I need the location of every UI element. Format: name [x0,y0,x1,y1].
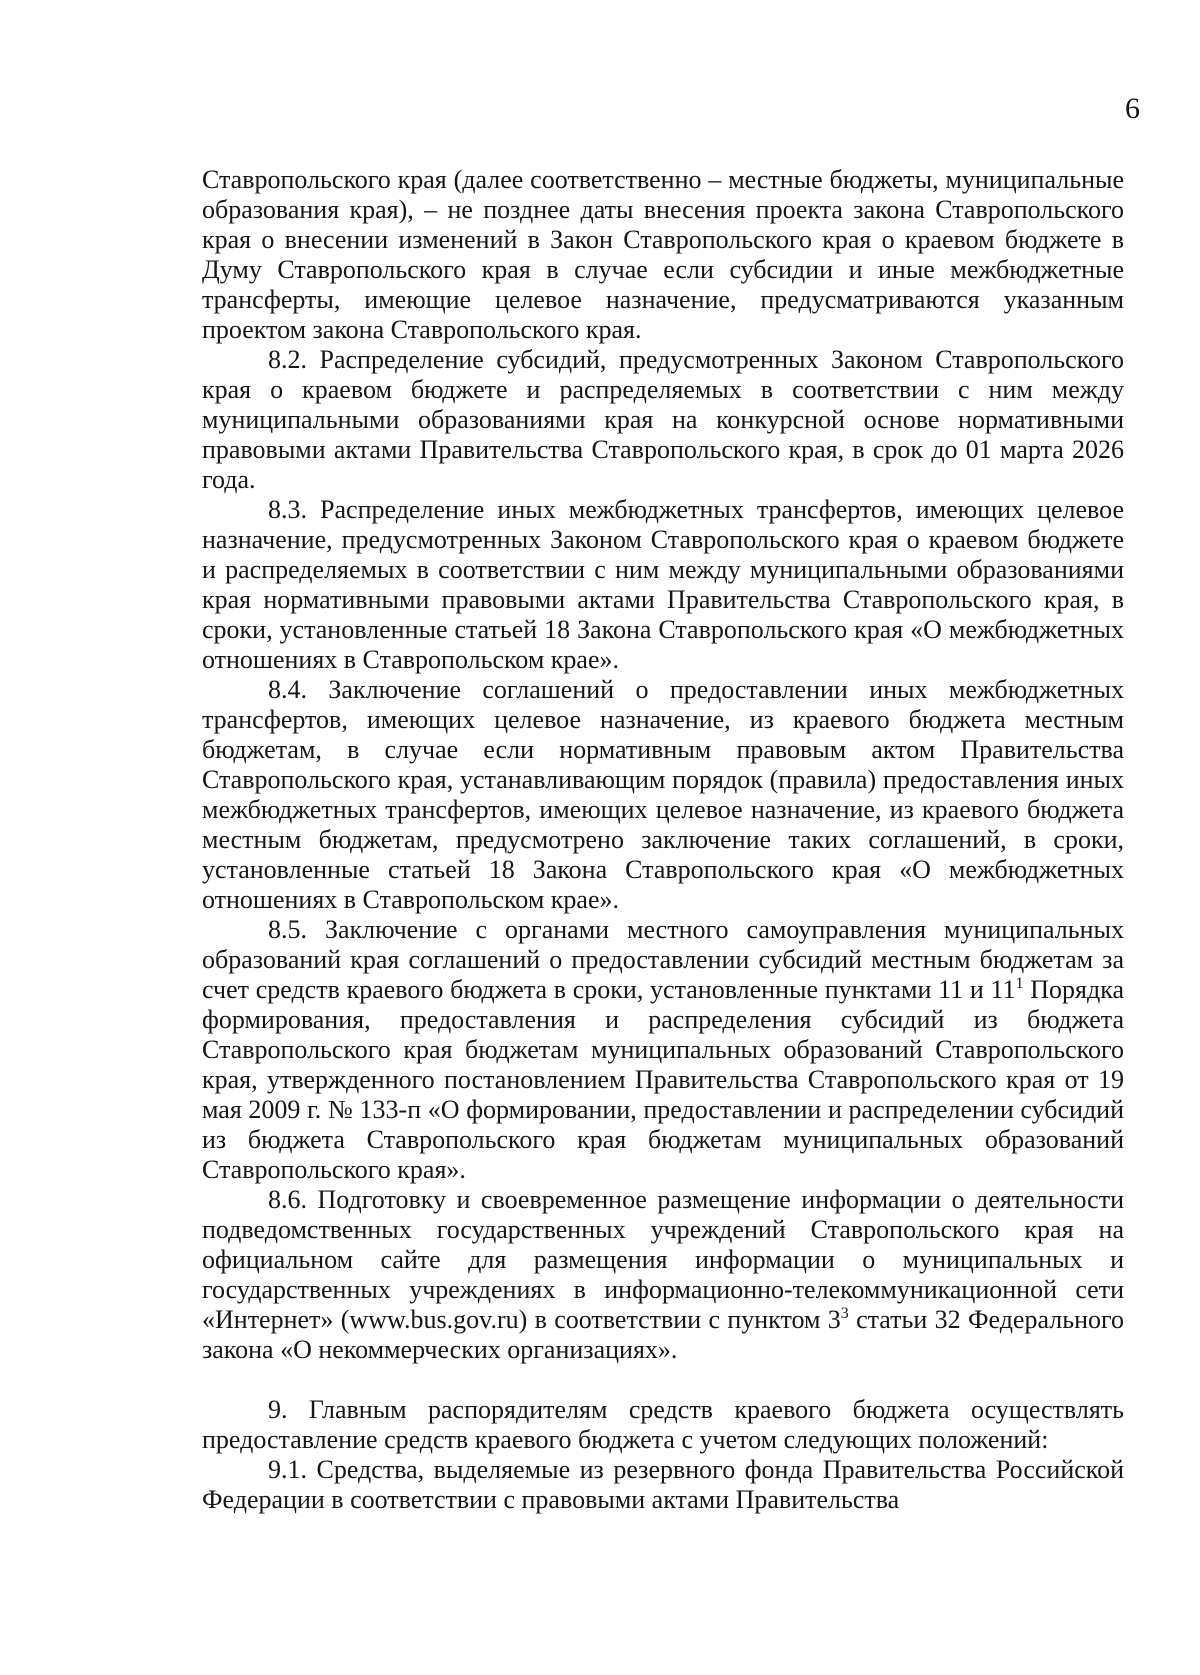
paragraph-8-5-superscript: 1 [1015,975,1024,992]
paragraph-9-1: 9.1. Средства, выделяемые из резервного фонда Правительства Российской Федерации в соответствии с правовыми актами Правительства [202,1455,1124,1514]
paragraph-9: 9. Главным распорядителям средств краевого бюджета осуществлять предоставление средств краевого бюджета с учетом следующих положений: [202,1395,1124,1454]
paragraph-8-5-text-before: 8.5. Заключение с органами местного самоуправления муниципальных образований края соглашений о предоставлении субсидий местным бюджетам за счет средств краевого бюджета в сроки, установленные пунктами 11 и 11 [202,915,1124,1004]
paragraph-8-5-text-after: Порядка формирования, предоставления и распределения субсидий из бюджета Ставропольского края бюджетам муниципальных образований Ставропольского края, утвержденного постановлением Правительства Ставропольского края от 19 мая 2009 г. № 133-п «О формировании, предоставлении и распределении субсидий из бюджета Ставропольского края бюджетам муниципальных образований Ставропольского края». [202,975,1125,1184]
paragraph-8-2: 8.2. Распределение субсидий, предусмотренных Законом Ставропольского края о краевом бюджете и распределяемых в соответствии с ним между муниципальными образованиями края на конкурсной основе нормативными правовыми актами Правительства Ставропольского края, в срок до 01 марта 2026 года. [202,345,1124,494]
paragraph-8-3: 8.3. Распределение иных межбюджетных трансфертов, имеющих целевое назначение, предусмотренных Законом Ставропольского края о краевом бюджете и распределяемых в соответствии с ним между муниципальными образованиями края нормативными правовыми актами Правительства Ставропольского края, в сроки, установленные статьей 18 Закона Ставропольского края «О межбюджетных отношениях в Ставропольском крае». [202,495,1124,674]
paragraph-8-6-text-before: 8.6. Подготовку и своевременное размещение информации о деятельности подведомственных государственных учреждений Ставропольского края на официальном сайте для размещения информации о муниципальных и государственных учреждениях в информационно-телекоммуникационной сети «Интернет» (www.bus.gov.ru) в соответствии с пунктом 3 [202,1185,1124,1334]
paragraph-8-5 [202,915,1124,1185]
paragraph-8-6 [202,1185,1124,1365]
paragraph-8-4: 8.4. Заключение соглашений о предоставлении иных межбюджетных трансфертов, имеющих целевое назначение, из краевого бюджета местным бюджетам, в случае если нормативным правовым актом Правительства Ставропольского края, устанавливающим порядок (правила) предоставления иных межбюджетных трансфертов, имеющих целевое назначение, из краевого бюджета местным бюджетам, предусмотрено заключение таких соглашений, в сроки, установленные статьей 18 Закона Ставропольского края «О межбюджетных отношениях в Ставропольском крае». [202,675,1124,914]
paragraph-8-6-superscript: 3 [840,1305,849,1322]
document-body [202,165,1124,1515]
paragraph-continuation: Ставропольского края (далее соответственно – местные бюджеты, муниципальные образования края), – не позднее даты внесения проекта закона Ставропольского края о внесении изменений в Закон Ставропольского края о краевом бюджете в Думу Ставропольского края в случае если субсидии и иные межбюджетные трансферты, имеющие целевое назначение, предусматриваются указанным проектом закона Ставропольского края. [202,165,1124,344]
paragraph-8-6-text-after: статьи 32 Федерального закона «О некоммерческих организациях». [202,1305,1124,1364]
page-number: 6 [1125,92,1140,125]
